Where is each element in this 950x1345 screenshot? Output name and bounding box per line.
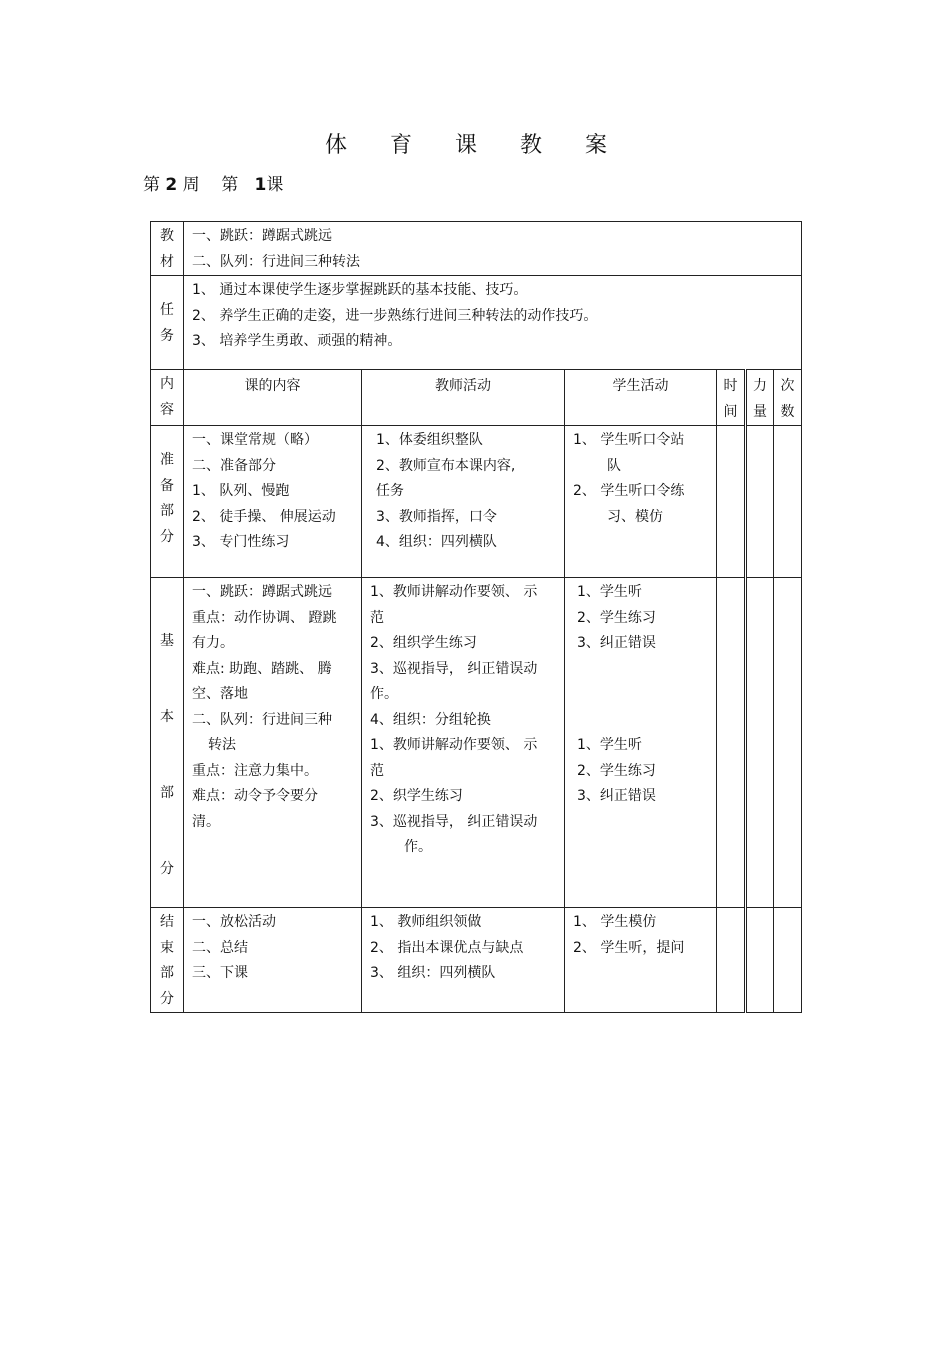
tasks-row — [151, 276, 802, 370]
prep-student: 1、 学生听口令站 队 2、 学生听口令练 习、模仿 — [565, 426, 717, 578]
prep-count — [774, 426, 802, 578]
basic-content: 一、跳跃：蹲踞式跳远 重点：动作协调、 蹬跳 有力。 难点: 助跑、踏跳、 腾 空、落地 二、队列：行进间三种 转法 重点：注意力集中。 难点：动令予令要分 清。 — [184, 578, 362, 908]
header-teacher-activity: 教师活动 — [362, 370, 565, 426]
lesson-unit: 课 — [266, 175, 284, 195]
lesson-number: 1 — [254, 175, 267, 195]
week-unit: 周 — [182, 175, 200, 195]
basic-label: 基 本 部 分 — [151, 578, 184, 908]
header-time: 时 间 — [717, 370, 746, 426]
end-student: 1、 学生模仿 2、 学生听，提问 — [565, 908, 717, 1013]
header-content-label: 内 容 — [151, 370, 184, 426]
tasks-label: 任 务 — [151, 276, 184, 370]
basic-student: 1、学生听 2、学生练习 3、纠正错误 1、学生听 2、学生练习 3、纠正错误 — [565, 578, 717, 908]
end-teacher: 1、 教师组织领做 2、 指出本课优点与缺点 3、 组织：四列横队 — [362, 908, 565, 1013]
basic-count — [774, 578, 802, 908]
end-label: 结 束 部 分 — [151, 908, 184, 1013]
prep-row — [151, 426, 802, 578]
end-load — [746, 908, 774, 1013]
header-student-activity: 学生活动 — [565, 370, 717, 426]
basic-row — [151, 578, 802, 908]
week-prefix: 第 — [143, 175, 160, 195]
end-time — [717, 908, 746, 1013]
lesson-plan-table — [150, 221, 801, 1007]
end-row — [151, 908, 802, 1013]
tasks-content: 1、 通过本课使学生逐步掌握跳跃的基本技能、技巧。 2、 养学生正确的走姿，进一步熟练行进间三种转法的动作技巧。 3、 培养学生勇敢、顽强的精神。 — [184, 276, 802, 370]
prep-teacher: 1、体委组织整队 2、教师宣布本课内容, 任务 3、教师指挥，口令 4、组织：四列横队 — [362, 426, 565, 578]
page-title: 体 育 课 教 案 — [325, 133, 625, 158]
material-content: 一、跳跃：蹲踞式跳远 二、队列：行进间三种转法 — [184, 222, 802, 276]
header-load: 力 量 — [746, 370, 774, 426]
basic-load — [746, 578, 774, 908]
end-count — [774, 908, 802, 1013]
header-lesson-content: 课的内容 — [184, 370, 362, 426]
header-count: 次 数 — [774, 370, 802, 426]
prep-label: 准 备 部 分 — [151, 426, 184, 578]
material-row — [151, 222, 802, 276]
lesson-prefix: 第 — [221, 175, 239, 195]
week-number: 2 — [165, 175, 178, 195]
prep-time — [717, 426, 746, 578]
basic-time — [717, 578, 746, 908]
prep-load — [746, 426, 774, 578]
material-label: 教 材 — [151, 222, 184, 276]
end-content: 一、放松活动 二、总结 三、下课 — [184, 908, 362, 1013]
header-row — [151, 370, 802, 426]
prep-content: 一、课堂常规（略） 二、准备部分 1、 队列、慢跑 2、 徒手操、 伸展运动 3、 专门性练习 — [184, 426, 362, 578]
basic-teacher: 1、教师讲解动作要领、 示 范 2、组织学生练习 3、巡视指导， 纠正错误动 作。 4、组织：分组轮换 1、教师讲解动作要领、 示 范 2、织学生练习 3、巡视指导， 纠正错误动 作。 — [362, 578, 565, 908]
week-lesson-line — [143, 170, 283, 195]
